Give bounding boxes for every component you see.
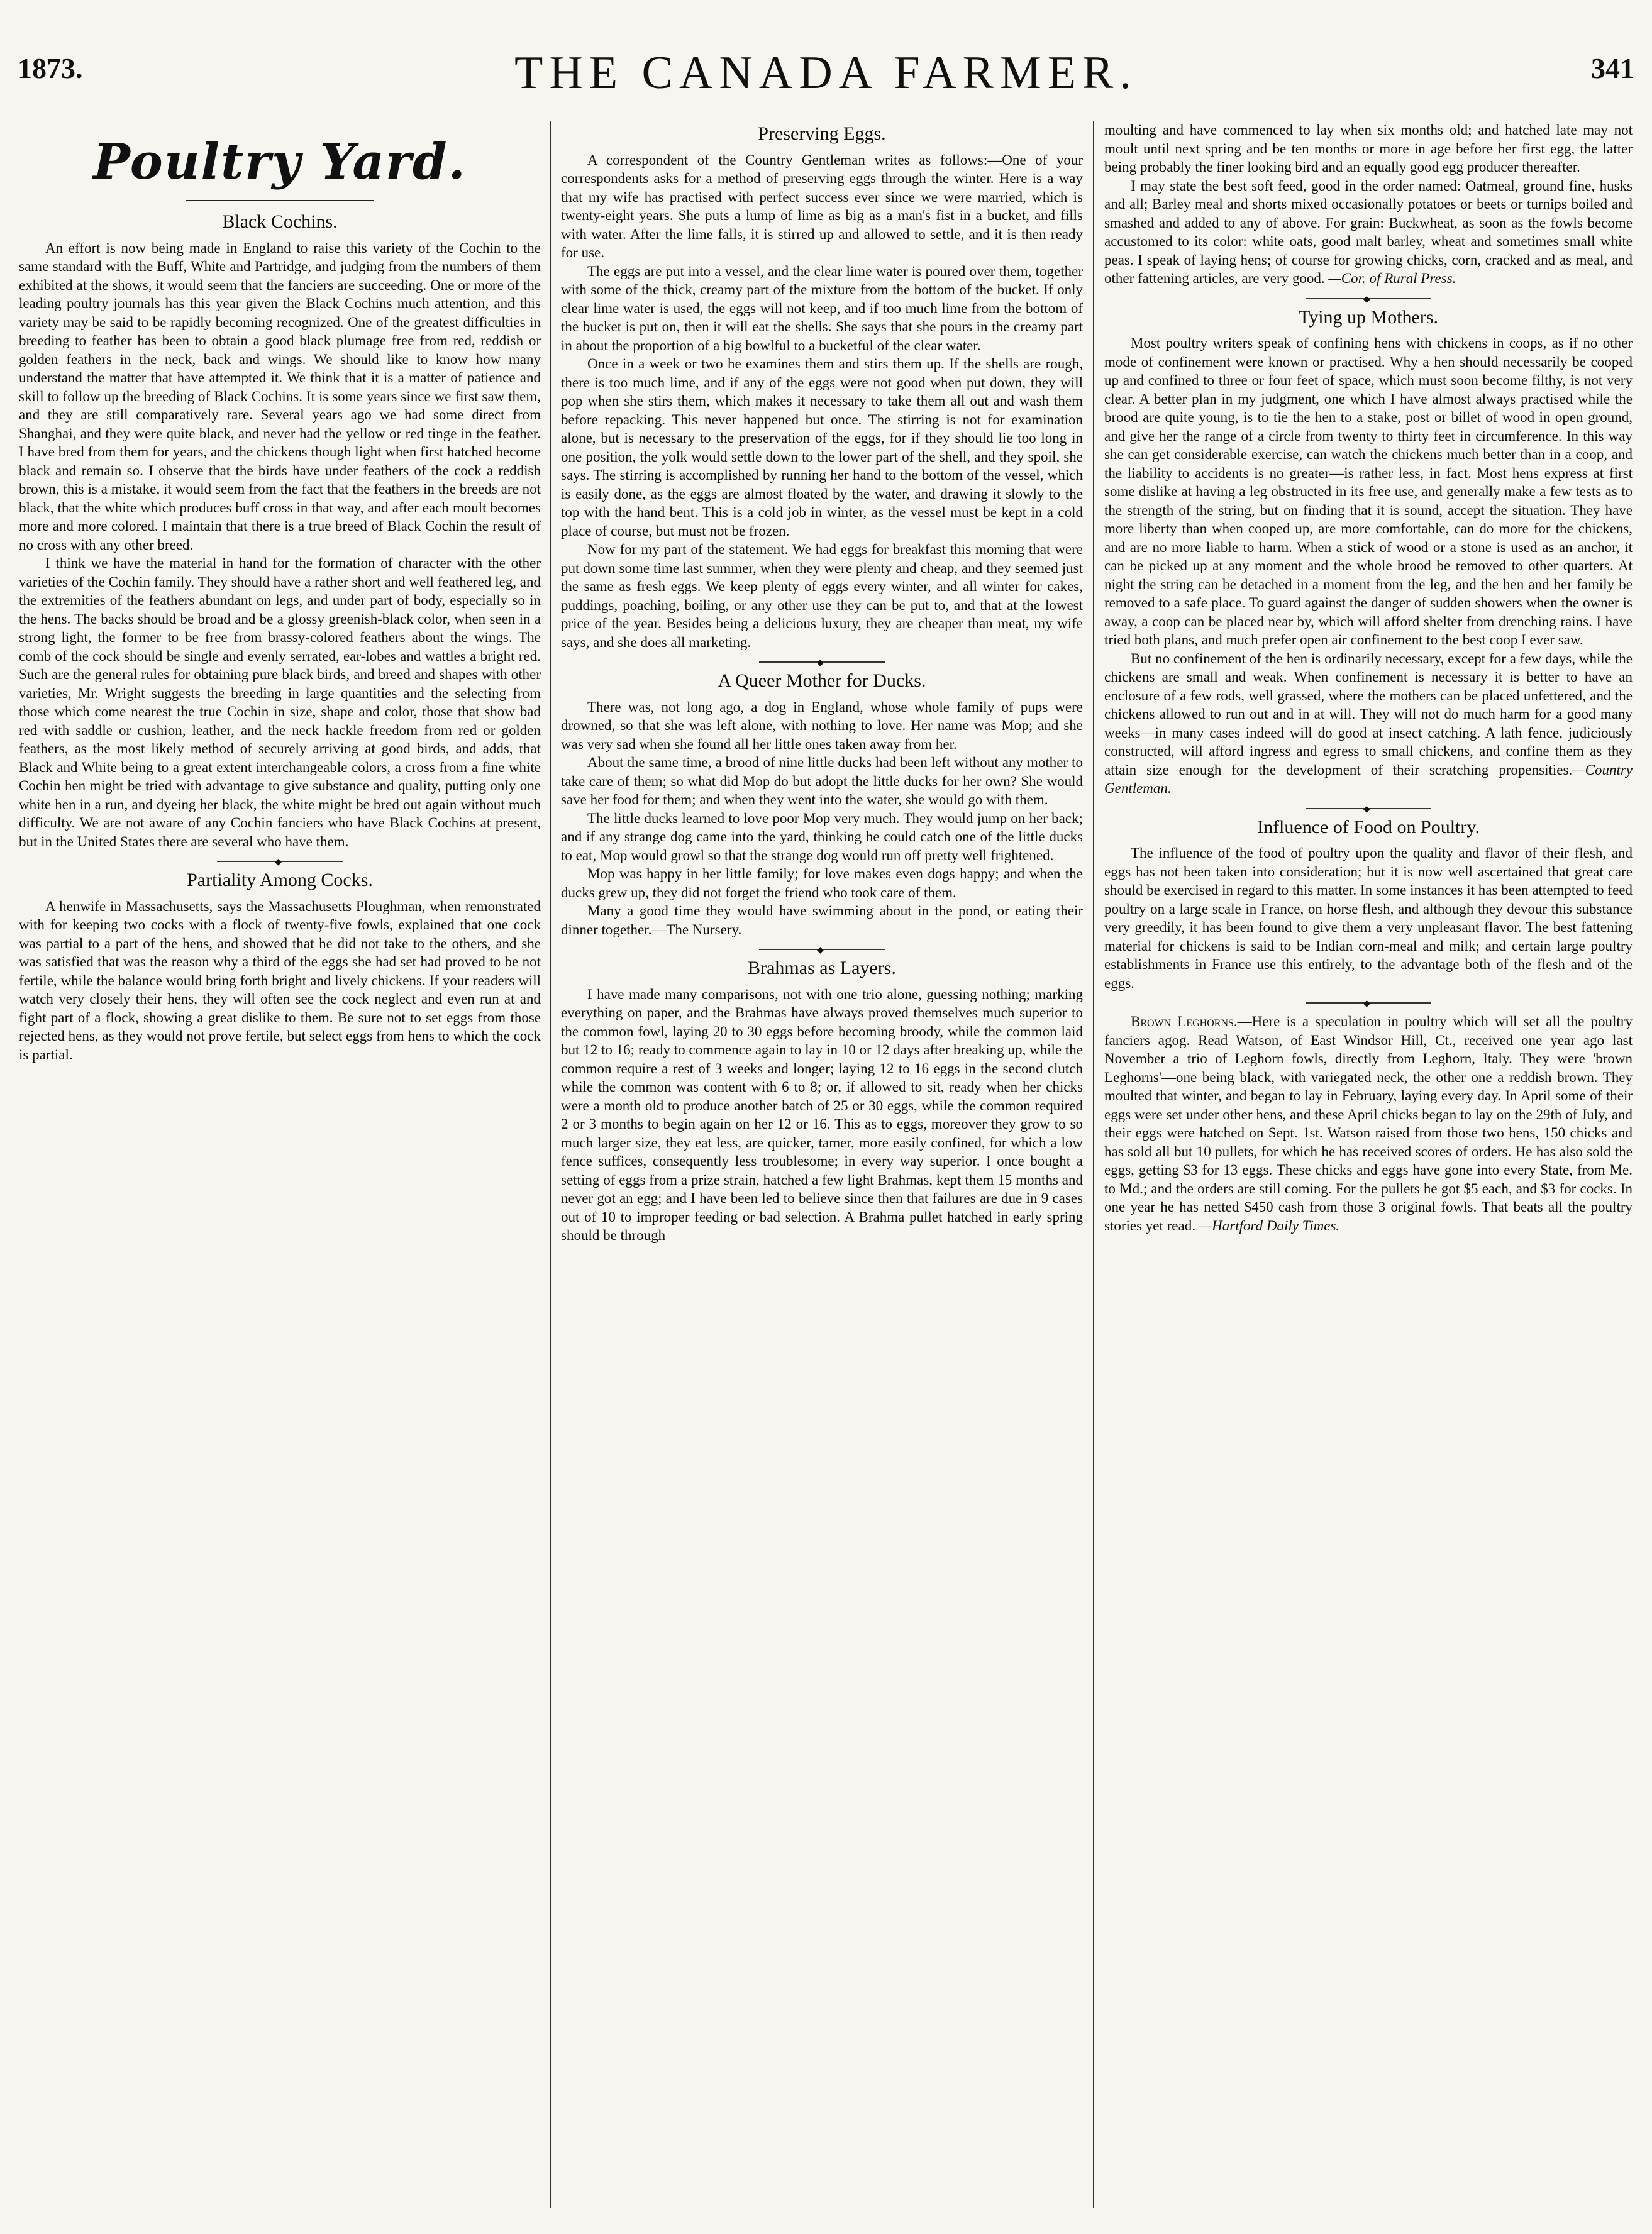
article-paragraph: moulting and have commenced to lay when six months old; and hatched late may not moult until next spring and be ten months or more in age before her first egg, the latter being probably the finer looking bird and an equally good egg producer thereafter. — [1104, 122, 1633, 175]
column-divider — [1093, 121, 1094, 2208]
article-heading: Preserving Eggs. — [758, 123, 886, 144]
paragraph-text: But no confinement of the hen is ordinarily necessary, except for a few days, while the chickens are small and weak. When confinement is necessary it is better to have an enclosure of a few rods, well grassed, where the mothers can be placed unfettered, and the chickens allowed to run out and in at will. They will not do much harm for a good many weeks—in many cases indeed will do good at insect catching. A lath fence, judiciously constructed, will afford ingress and egress to small chickens, and confine them as they attain size enough for the development of their scratching propensities. — [1104, 650, 1633, 778]
newspaper-title: THE CANADA FARMER. — [514, 47, 1138, 99]
article-paragraph: Many a good time they would have swimming about in the pond, or eating their dinner together.—The Nursery. — [561, 903, 1083, 937]
article-heading: Brahmas as Layers. — [748, 958, 896, 978]
section-separator — [217, 861, 343, 862]
section-separator — [1306, 298, 1431, 299]
department-title: Poultry Yard. — [93, 133, 467, 191]
article-paragraph: About the same time, a brood of nine little ducks had been left without any mother to take care of them; so what did Mop do but adopt the little ducks for her own? She would save her food for them; and when they went into the water, she would go with them. — [561, 755, 1083, 807]
section-separator — [1306, 808, 1431, 809]
article-paragraph: The influence of the food of poultry upon the quality and flavor of their flesh, and eggs has not been taken into consideration; but it is now well ascertained that great care should be exercised in regard to this matter. In some instances it has been attempted to feed poultry on a large scale in France, on horse flesh, and although they devour this substance very greedily, it has been found to give them a very unpleasant flavor. The best fattening material for chickens is said to be Indian corn-meal and milk; and certain large poultry establishments in France use this entirely, to the advantage both of the flesh and of the eggs. — [1104, 845, 1633, 991]
article-paragraph: Now for my part of the statement. We had eggs for breakfast this morning that were put down some time last summer, when they were plenty and cheap, and they seemed just the same as fresh eggs. We keep plenty of eggs every winter, and all winter for cakes, puddings, poaching, boiling, or any other use they can be put to, and that at the lowest price of the year. Besides being a delicious luxury, they are cheaper than meat, my wife says, and she does all marketing. — [561, 541, 1083, 650]
masthead — [18, 28, 1634, 103]
column-1 — [19, 121, 541, 2215]
masthead-rule — [18, 106, 1634, 108]
paragraph-text: I may state the best soft feed, good in the order named: Oatmeal, ground fine, husks and all; Barley meal and shorts mixed occasionally potatoes or beets or turnips boiled and smashed and added to any of above. For grain: Buckwheat, as soon as the fowls become accustomed to its color: white oats, good malt barley, wheat and sometimes small white peas. I speak of laying hens; of course for growing chicks, corn, cracked and as meal, and other fattening articles, are very good. — [1104, 177, 1633, 286]
article-paragraph: A henwife in Massachusetts, says the Massachusetts Ploughman, when remonstrated with for keeping two cocks with a flock of twenty-five fowls, explained that one cock was partial to a part of the hens, and showed that he did not take to the others, and she was satisfied that was the reason why a third of the eggs she had set had proved to be not fertile, while the balance would bring forth bright and lively chickens. If your readers will watch very closely their hens, they will often see the cock neglect and even run at and fight part of a flock, showing a great dislike to them. Be sure not to set eggs from those rejected hens, as they would not prove fertile, but select eggs from hens to which the cock is partial. — [19, 898, 541, 1063]
article-paragraph: An effort is now being made in England to raise this variety of the Cochin to the same standard with the Buff, White and Partridge, and judging from the numbers of them exhibited at the shows, it would seem that the fanciers are succeeding. One or more of the leading poultry journals has this year given the Black Cochins much attention, and this variety may be said to be rapidly becoming recognized. One of the greatest difficulties in breeding to feather has been to obtain a good black plumage free from red, reddish or golden feathers in the neck, back and wings. We should like to know how many understand the matter that have attempted it. We think that it is a matter of patience and skill to follow up the breeding of Black Cochins. It is some years since we first saw them, and they are still comparatively rare. Several years ago we had some direct from Shanghai, and they were quite black, and never had the yellow or red tinge in the feather. I have bred from them for years, and the chickens though light when first hatched become black and remain so. I observe that the birds have under feathers of the cock a reddish brown, this is a mistake, it would seem from the fact that the feathers in the breeds are not black, that the white which produces buff cross in that way, and after each moult becomes more and more colored. I maintain that there is a true breed of Black Cochin the result of no cross with any other breed. — [19, 240, 541, 553]
column-divider — [550, 121, 551, 2208]
column-3 — [1104, 121, 1633, 2215]
column-2 — [561, 121, 1083, 2215]
article-signature: —Cor. of Rural Press. — [1328, 270, 1456, 286]
article-paragraph: I have made many comparisons, not with one trio alone, guessing nothing; marking everything on paper, and the Brahmas have always proved themselves much superior to the common fowl, laying 20 to 30 eggs before becoming broody, while the common laid but 12 to 16; ready to commence again to lay in 10 or 12 days after breaking up, while the common require a rest of 3 weeks and longer; laying 12 to 16 eggs in the second clutch while the common was content with 6 to 8; or, if allowed to sit, ready when her chicks were a month old to produce another batch of 25 or 30 eggs, while the common required 2 or 3 months to begin again on her 12 or 16. This as to eggs, moreover they grow to so much larger size, they eat less, are quicker, tamer, more easily confined, for which a low fence suffices, consequently less troublesome; in every way superior. I once bought a setting of eggs from a prize strain, hatched a few light Brahmas, kept them 15 months and never got an egg; and I have been led to believe since then that failures are due in 9 cases out of 10 to improper feeding or bad selection. A Brahma pullet hatched in early spring should be through — [561, 986, 1083, 1243]
section-separator — [759, 661, 885, 663]
section-separator — [759, 949, 885, 950]
department-rule — [186, 200, 374, 201]
article-paragraph: Mop was happy in her little family; for love makes even dogs happy; and when the ducks grew up, they did not forget the friend who took care of them. — [561, 866, 1083, 900]
article-heading: Partiality Among Cocks. — [187, 870, 373, 890]
article-heading: Influence of Food on Poultry. — [1257, 816, 1480, 838]
article-paragraph: Most poultry writers speak of confining hens with chickens in coops, as if no other mode of confinement were known or practised. Why a hen should necessarily be cooped up and confined to three or four feet of space, which must soon become filthy, is not very clear. A better plan in my judgment, one which I have almost always practised while the brood are quite young, is to tie the hen to a stake, post or billet of wood in open ground, and give her the range of a circle from twenty to thirty feet in circumference. In this way she can get considerable exercise, can watch the chickens much better than in a coop, and the liability to accidents is no greater—is rather less, in fact. Most hens express at first some dislike at having a leg obstructed in its free use, and generally make a few tests as to the strength of the string, but on finding that it is sound, accept the situation. They have more liberty than when cooped up, are more comfortable, can do more for the chickens, and are no more liable to harm. When a stick of wood or a stone is used as an anchor, it can be picked up at any moment and the whole brood be removed to other quarters. At night the string can be detached in a moment from the leg, and the hen and her family be removed to a safe place. To guard against the danger of sudden showers when the owner is away, a coop can be placed near by, which will afford shelter from drenching rains. I have tried both plans, and much prefer open air confinement to the best coop I ever saw. — [1104, 335, 1633, 648]
article-heading: Tying up Mothers. — [1298, 306, 1439, 328]
article-signature: —Country Gentleman. — [1104, 761, 1633, 796]
section-separator — [1306, 1002, 1431, 1004]
article-signature: —Hartford Daily Times. — [1199, 1217, 1340, 1234]
article-paragraph: A correspondent of the Country Gentleman writes as follows:—One of your correspondents asks for a method of preserving eggs through the winter. Here is a way that my wife has practised with perfect success ever since we were married, which is twenty-eight years. She puts a lump of lime as big as a man's fist in a bucket, and fills with water. After the lime falls, it is stirred up and allowed to settle, and it is then ready for use. — [561, 152, 1083, 260]
article-heading: Black Cochins. — [222, 211, 338, 232]
issue-year: 1873. — [18, 52, 83, 84]
article-paragraph: Once in a week or two he examines them and stirs them up. If the shells are rough, there is too much lime, and if any of the eggs were not good when put down, they will pop when she stirs them, which makes it necessary to take them all out and wash them before repacking. This never happened but once. The stirring is not for examination alone, but is necessary to the preservation of the eggs, for if they should lie too long in one position, the yolk would settle down to the lower part of the shell, and they spoil, she says. The stirring is accomplished by running her hand to the bottom of the vessel, which is easily done, as the eggs are almost floated by the water, and drawing it slowly to the top with the hand bent. This is a cold job in winter, as the vessel must be kept in a cold place of course, but must not be frozen. — [561, 356, 1083, 539]
article-heading: A Queer Mother for Ducks. — [718, 670, 926, 691]
article-paragraph — [1104, 1012, 1633, 1235]
article-paragraph: There was, not long ago, a dog in England, whose whole family of pups were drowned, so that she was left alone, with nothing to love. Her name was Mop; and she was very sad when she found all her little ones taken away from her. — [561, 699, 1083, 752]
article-lead: Brown Leghorns. — [1131, 1014, 1238, 1029]
article-paragraph: The little ducks learned to love poor Mop very much. They would jump on her back; and if any strange dog came into the yard, thinking he could catch one of the little ducks to eat, Mop would growl so that the strange dog would run off pretty well frightened. — [561, 810, 1083, 863]
article-paragraph: I think we have the material in hand for the formation of character with the other varieties of the Cochin family. They should have a rather short and well feathered leg, and the extremities of the feathers abundant on legs, and under part of body, especially so in the hens. The backs should be broad and be a glossy greenish-black color, when seen in a strong light, the former to be free from brassy-colored feathers about the wings. The comb of the cock should be single and evenly serrated, ear-lobes and wattles a bright red. Such are the general rules for obtaining pure black birds, and breed and shapes with other varieties, Mr. Wright suggests the breeding in large quantities and the selecting from those which come nearest the true Cochin in size, shape and color, those that show bad red with saddle or cushion, leather, and the neck hackle freedom from red or golden feathers, as the most likely method of securely arriving at good birds, and adds, that Black and White being to a great extent interchangeable colors, a cross from a fine white Cochin hen might be tried with advantage to give substance and quality, putting only one white hen in a run, and dyeing her black, the white might be bred out again without much difficulty. We are not aware of any Cochin fanciers who have Black Cochins at present, but in the United States there are several who have them. — [19, 555, 541, 849]
article-paragraph: The eggs are put into a vessel, and the clear lime water is poured over them, together with some of the thick, creamy part of the mixture from the bottom of the bucket. If only clear lime water is used, the eggs will not keep, and if too much lime from the bottom of the bucket is put on, then it will eat the shells. She says that she pours in the creamy part in about the proportion of a big bowlful to a bucketful of the clear water. — [561, 263, 1083, 353]
article-paragraph — [1104, 650, 1633, 798]
paragraph-text: —Here is a speculation in poultry which will set all the poultry fanciers agog. Read Watson, of East Windsor Hill, Ct., received one year ago last November a trio of Leghorn fowls, directly from Leghorn, Italy. They were 'brown Leghorns'—one being black, with variegated neck, the other one a reddish brown. They moulted that winter, and began to lay in February, laying every day. In April some of their eggs were set under other hens, and these April chicks began to lay on the 29th of July, and their eggs were hatched on Sept. 1st. Watson raised from those two hens, 150 chicks and has sold all but 10 pullets, for which he has received scores of orders. He has also sold the eggs, getting $3 for 13 eggs. These chicks and eggs have gone into every State, from Me. to Md.; and the orders are still coming. For the pullets he got $5 each, and $3 for cocks. In one year he has netted $450 cash from those 3 original fowls. That beats all the poultry stories yet read. — [1104, 1014, 1633, 1234]
page-number: 341 — [1591, 52, 1634, 84]
article-paragraph — [1104, 177, 1633, 288]
